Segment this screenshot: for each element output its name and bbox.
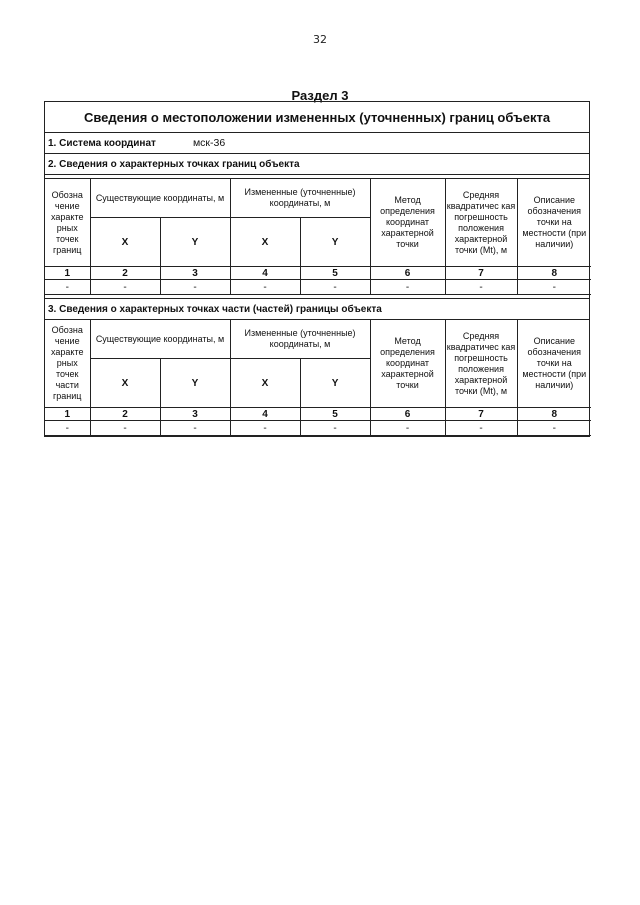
page-number: 32 <box>313 33 327 46</box>
boundary-form <box>44 101 590 437</box>
column-number: 2 <box>90 408 160 421</box>
points-table <box>45 179 591 295</box>
section3-title <box>45 299 589 320</box>
column-number: 6 <box>370 408 445 421</box>
table-cell: - <box>45 280 90 295</box>
table-cell: - <box>90 421 160 436</box>
header-existing-x: X <box>90 218 160 267</box>
table-cell: - <box>445 421 517 436</box>
table-cell: - <box>445 280 517 295</box>
section-label: Раздел 3 <box>291 88 349 103</box>
table-cell: - <box>370 421 445 436</box>
header-description: Описание обозначения точки на местности (при наличии) <box>517 320 591 408</box>
table-cell: - <box>370 280 445 295</box>
header-point-designation: Обозна чение характе рных точек части границ <box>45 320 90 408</box>
column-number: 8 <box>517 267 591 280</box>
header-changed-x: X <box>230 359 300 408</box>
table-cell: - <box>230 280 300 295</box>
section2-title <box>45 154 589 175</box>
column-number: 4 <box>230 408 300 421</box>
column-number: 5 <box>300 267 370 280</box>
table-row <box>45 280 591 295</box>
header-rms-error: Средняя квадратичес кая погрешность положения характерной точки (Mt), м <box>445 179 517 267</box>
column-number: 5 <box>300 408 370 421</box>
header-existing-x: X <box>90 359 160 408</box>
header-changed-y: Y <box>300 359 370 408</box>
header-existing-coords: Существующие координаты, м <box>90 179 230 218</box>
column-number: 6 <box>370 267 445 280</box>
table-cell: - <box>300 421 370 436</box>
section2-title-text: 2. Сведения о характерных точках границ объекта <box>48 158 300 170</box>
column-number: 8 <box>517 408 591 421</box>
table-row <box>45 421 591 436</box>
table-cell: - <box>45 421 90 436</box>
header-changed-coords: Измененные (уточненные) координаты, м <box>230 179 370 218</box>
table-cell: - <box>517 280 591 295</box>
column-number: 2 <box>90 267 160 280</box>
header-rms-error: Средняя квадратичес кая погрешность положения характерной точки (Mt), м <box>445 320 517 408</box>
part-points-table <box>45 320 591 436</box>
column-number-row <box>45 408 591 421</box>
column-number: 7 <box>445 267 517 280</box>
column-number: 7 <box>445 408 517 421</box>
header-method: Метод определения координат характерной точки <box>370 320 445 408</box>
coord-system-label: 1. Система координат <box>48 137 156 149</box>
table-cell: - <box>230 421 300 436</box>
coord-system-value: мск-36 <box>192 137 226 149</box>
section3-title-text: 3. Сведения о характерных точках части (частей) границы объекта <box>48 303 382 315</box>
header-existing-y: Y <box>160 359 230 408</box>
header-method: Метод определения координат характерной точки <box>370 179 445 267</box>
column-number-row <box>45 267 591 280</box>
table-cell: - <box>90 280 160 295</box>
table-cell: - <box>160 421 230 436</box>
table-cell: - <box>160 280 230 295</box>
column-number: 4 <box>230 267 300 280</box>
column-number: 1 <box>45 267 90 280</box>
form-title: Сведения о местоположении измененных (уточненных) границ объекта <box>45 102 589 133</box>
column-number: 3 <box>160 267 230 280</box>
table-cell: - <box>300 280 370 295</box>
table-cell: - <box>517 421 591 436</box>
header-point-designation: Обозна чение характе рных точек границ <box>45 179 90 267</box>
coord-system-row <box>45 133 589 154</box>
column-number: 1 <box>45 408 90 421</box>
header-changed-coords: Измененные (уточненные) координаты, м <box>230 320 370 359</box>
header-changed-x: X <box>230 218 300 267</box>
header-description: Описание обозначения точки на местности (при наличии) <box>517 179 591 267</box>
header-existing-coords: Существующие координаты, м <box>90 320 230 359</box>
header-existing-y: Y <box>160 218 230 267</box>
column-number: 3 <box>160 408 230 421</box>
header-changed-y: Y <box>300 218 370 267</box>
